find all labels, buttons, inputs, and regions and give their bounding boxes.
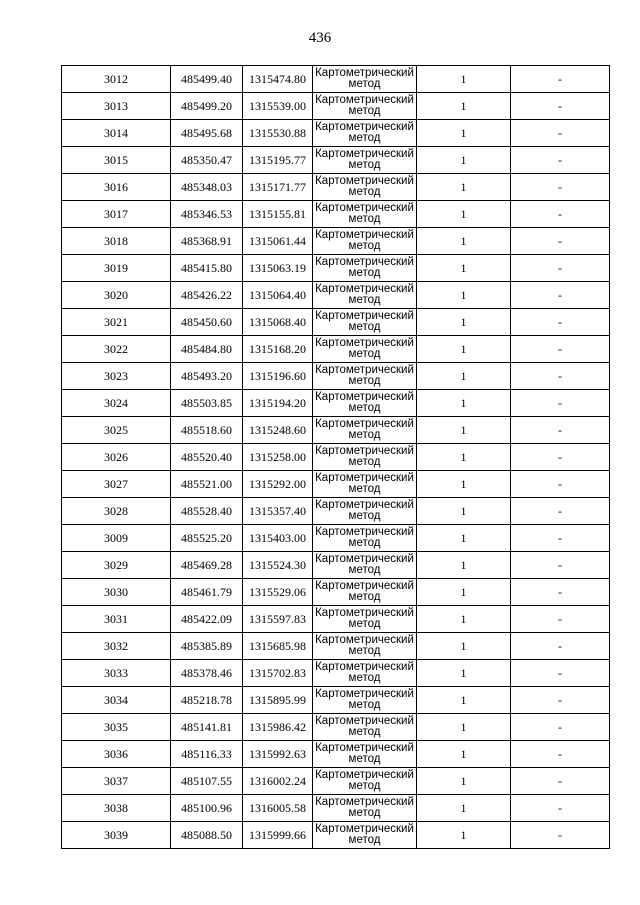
method-cell [313, 687, 417, 714]
method-line2: метод [348, 726, 381, 738]
accuracy-cell: 1 [417, 255, 511, 282]
coordinate-y-cell: 1315357.40 [243, 498, 313, 525]
method-cell [313, 660, 417, 687]
description-cell: - [511, 660, 610, 687]
method-line2: метод [348, 348, 381, 360]
method-line2: метод [348, 780, 381, 792]
method-cell [313, 714, 417, 741]
method-line2: метод [348, 834, 381, 846]
coordinate-x-cell: 485525.20 [171, 525, 243, 552]
accuracy-cell: 1 [417, 444, 511, 471]
accuracy-cell: 1 [417, 66, 511, 93]
coordinate-y-cell: 1315986.42 [243, 714, 313, 741]
coordinate-y-cell: 1315195.77 [243, 147, 313, 174]
table-row [62, 633, 610, 660]
table-row [62, 687, 610, 714]
table-row [62, 309, 610, 336]
coordinate-x-cell: 485385.89 [171, 633, 243, 660]
method-cell [313, 120, 417, 147]
accuracy-cell: 1 [417, 228, 511, 255]
point-number-cell: 3015 [62, 147, 171, 174]
point-number-cell: 3012 [62, 66, 171, 93]
coordinate-y-cell: 1315597.83 [243, 606, 313, 633]
accuracy-cell: 1 [417, 687, 511, 714]
page-number: 436 [308, 30, 332, 46]
description-cell: - [511, 93, 610, 120]
point-number-cell: 3028 [62, 498, 171, 525]
method-line2: метод [348, 564, 381, 576]
method-line1: Картометрический [315, 283, 414, 295]
method-line2: метод [348, 672, 381, 684]
method-line1: Картометрический [315, 364, 414, 376]
accuracy-cell: 1 [417, 714, 511, 741]
accuracy-cell: 1 [417, 309, 511, 336]
method-cell [313, 309, 417, 336]
table-row [62, 255, 610, 282]
method-line1: Картометрический [315, 580, 414, 592]
description-cell: - [511, 444, 610, 471]
method-line2: метод [348, 294, 381, 306]
method-cell [313, 552, 417, 579]
table-row [62, 444, 610, 471]
method-line2: метод [348, 753, 381, 765]
coordinate-y-cell: 1315685.98 [243, 633, 313, 660]
method-cell [313, 174, 417, 201]
point-number-cell: 3020 [62, 282, 171, 309]
method-line2: метод [348, 375, 381, 387]
point-number-cell: 3023 [62, 363, 171, 390]
point-number-cell: 3018 [62, 228, 171, 255]
description-cell: - [511, 552, 610, 579]
description-cell: - [511, 525, 610, 552]
description-cell: - [511, 633, 610, 660]
method-line2: метод [348, 240, 381, 252]
method-line2: метод [348, 807, 381, 819]
description-cell: - [511, 336, 610, 363]
method-line1: Картометрический [315, 526, 414, 538]
point-number-cell: 3009 [62, 525, 171, 552]
accuracy-cell: 1 [417, 390, 511, 417]
method-line1: Картометрический [315, 769, 414, 781]
table-row [62, 336, 610, 363]
method-cell [313, 768, 417, 795]
method-cell [313, 633, 417, 660]
coordinate-x-cell: 485350.47 [171, 147, 243, 174]
point-number-cell: 3021 [62, 309, 171, 336]
method-line1: Картометрический [315, 202, 414, 214]
coordinate-x-cell: 485450.60 [171, 309, 243, 336]
coordinate-y-cell: 1315529.06 [243, 579, 313, 606]
method-cell [313, 795, 417, 822]
method-cell [313, 444, 417, 471]
coordinate-y-cell: 1315474.80 [243, 66, 313, 93]
accuracy-cell: 1 [417, 768, 511, 795]
table-row [62, 795, 610, 822]
accuracy-cell: 1 [417, 336, 511, 363]
method-line2: метод [348, 699, 381, 711]
method-line1: Картометрический [315, 391, 414, 403]
coordinate-y-cell: 1315702.83 [243, 660, 313, 687]
method-line2: метод [348, 483, 381, 495]
point-number-cell: 3025 [62, 417, 171, 444]
method-cell [313, 282, 417, 309]
table-row [62, 93, 610, 120]
method-cell [313, 525, 417, 552]
method-cell [313, 66, 417, 93]
coordinate-x-cell: 485461.79 [171, 579, 243, 606]
accuracy-cell: 1 [417, 633, 511, 660]
accuracy-cell: 1 [417, 579, 511, 606]
coordinate-y-cell: 1315292.00 [243, 471, 313, 498]
table-row [62, 579, 610, 606]
coordinate-x-cell: 485518.60 [171, 417, 243, 444]
table-row [62, 768, 610, 795]
method-line2: метод [348, 213, 381, 225]
accuracy-cell: 1 [417, 525, 511, 552]
table-row [62, 552, 610, 579]
description-cell: - [511, 363, 610, 390]
point-number-cell: 3013 [62, 93, 171, 120]
accuracy-cell: 1 [417, 147, 511, 174]
accuracy-cell: 1 [417, 660, 511, 687]
coordinate-x-cell: 485484.80 [171, 336, 243, 363]
coordinate-y-cell: 1315196.60 [243, 363, 313, 390]
method-cell [313, 228, 417, 255]
accuracy-cell: 1 [417, 201, 511, 228]
method-cell [313, 471, 417, 498]
coordinate-x-cell: 485528.40 [171, 498, 243, 525]
coordinate-x-cell: 485218.78 [171, 687, 243, 714]
coordinate-y-cell: 1315061.44 [243, 228, 313, 255]
point-number-cell: 3031 [62, 606, 171, 633]
method-line1: Картометрический [315, 310, 414, 322]
coordinate-y-cell: 1315194.20 [243, 390, 313, 417]
description-cell: - [511, 147, 610, 174]
description-cell: - [511, 606, 610, 633]
method-line2: метод [348, 618, 381, 630]
method-line2: метод [348, 645, 381, 657]
table-row [62, 417, 610, 444]
coordinate-y-cell: 1315539.00 [243, 93, 313, 120]
method-line1: Картометрический [315, 553, 414, 565]
description-cell: - [511, 741, 610, 768]
method-line1: Картометрический [315, 121, 414, 133]
accuracy-cell: 1 [417, 93, 511, 120]
point-number-cell: 3024 [62, 390, 171, 417]
coordinate-x-cell: 485107.55 [171, 768, 243, 795]
method-cell [313, 255, 417, 282]
accuracy-cell: 1 [417, 606, 511, 633]
method-cell [313, 336, 417, 363]
coordinate-y-cell: 1315168.20 [243, 336, 313, 363]
coordinate-x-cell: 485368.91 [171, 228, 243, 255]
table-row [62, 66, 610, 93]
accuracy-cell: 1 [417, 795, 511, 822]
description-cell: - [511, 417, 610, 444]
point-number-cell: 3022 [62, 336, 171, 363]
method-line1: Картометрический [315, 715, 414, 727]
table-row [62, 714, 610, 741]
point-number-cell: 3017 [62, 201, 171, 228]
method-line1: Картометрический [315, 634, 414, 646]
description-cell: - [511, 822, 610, 849]
method-line1: Картометрический [315, 796, 414, 808]
method-line1: Картометрический [315, 499, 414, 511]
coordinate-y-cell: 1315064.40 [243, 282, 313, 309]
coordinate-x-cell: 485348.03 [171, 174, 243, 201]
coordinate-x-cell: 485520.40 [171, 444, 243, 471]
coordinate-x-cell: 485521.00 [171, 471, 243, 498]
description-cell: - [511, 687, 610, 714]
method-line1: Картометрический [315, 688, 414, 700]
description-cell: - [511, 66, 610, 93]
point-number-cell: 3030 [62, 579, 171, 606]
coordinate-y-cell: 1315258.00 [243, 444, 313, 471]
description-cell: - [511, 174, 610, 201]
coordinate-x-cell: 485116.33 [171, 741, 243, 768]
coordinate-x-cell: 485426.22 [171, 282, 243, 309]
coordinate-x-cell: 485100.96 [171, 795, 243, 822]
coordinate-x-cell: 485141.81 [171, 714, 243, 741]
method-line1: Картометрический [315, 472, 414, 484]
coordinate-y-cell: 1315403.00 [243, 525, 313, 552]
method-line1: Картометрический [315, 67, 414, 79]
coordinate-y-cell: 1316005.58 [243, 795, 313, 822]
coordinate-y-cell: 1315524.30 [243, 552, 313, 579]
coordinate-x-cell: 485088.50 [171, 822, 243, 849]
description-cell: - [511, 228, 610, 255]
point-number-cell: 3014 [62, 120, 171, 147]
method-line2: метод [348, 267, 381, 279]
coordinate-x-cell: 485415.80 [171, 255, 243, 282]
method-line2: метод [348, 429, 381, 441]
description-cell: - [511, 390, 610, 417]
table-row [62, 174, 610, 201]
table-row [62, 660, 610, 687]
table-row [62, 201, 610, 228]
coordinate-x-cell: 485495.68 [171, 120, 243, 147]
method-line1: Картометрический [315, 229, 414, 241]
coordinate-y-cell: 1315171.77 [243, 174, 313, 201]
coordinate-x-cell: 485493.20 [171, 363, 243, 390]
coordinates-table-body [62, 66, 610, 849]
accuracy-cell: 1 [417, 471, 511, 498]
point-number-cell: 3039 [62, 822, 171, 849]
coordinate-y-cell: 1315068.40 [243, 309, 313, 336]
coordinate-y-cell: 1316002.24 [243, 768, 313, 795]
accuracy-cell: 1 [417, 417, 511, 444]
method-cell [313, 147, 417, 174]
method-cell [313, 741, 417, 768]
point-number-cell: 3036 [62, 741, 171, 768]
method-line1: Картометрический [315, 94, 414, 106]
method-cell [313, 93, 417, 120]
point-number-cell: 3033 [62, 660, 171, 687]
method-cell [313, 606, 417, 633]
description-cell: - [511, 255, 610, 282]
table-row [62, 282, 610, 309]
point-number-cell: 3038 [62, 795, 171, 822]
table-row [62, 228, 610, 255]
method-line2: метод [348, 591, 381, 603]
method-line2: метод [348, 321, 381, 333]
coordinate-y-cell: 1315063.19 [243, 255, 313, 282]
point-number-cell: 3027 [62, 471, 171, 498]
accuracy-cell: 1 [417, 498, 511, 525]
method-cell [313, 201, 417, 228]
method-cell [313, 822, 417, 849]
method-cell [313, 363, 417, 390]
method-line1: Картометрический [315, 823, 414, 835]
description-cell: - [511, 795, 610, 822]
method-line1: Картометрический [315, 148, 414, 160]
coordinate-x-cell: 485499.40 [171, 66, 243, 93]
method-cell [313, 390, 417, 417]
point-number-cell: 3016 [62, 174, 171, 201]
table-row [62, 525, 610, 552]
table-row [62, 498, 610, 525]
point-number-cell: 3032 [62, 633, 171, 660]
coordinates-table [61, 65, 610, 849]
method-line2: метод [348, 537, 381, 549]
method-line2: метод [348, 510, 381, 522]
description-cell: - [511, 120, 610, 147]
coordinate-y-cell: 1315155.81 [243, 201, 313, 228]
accuracy-cell: 1 [417, 822, 511, 849]
coordinate-x-cell: 485378.46 [171, 660, 243, 687]
table-row [62, 471, 610, 498]
coordinate-x-cell: 485469.28 [171, 552, 243, 579]
table-row [62, 390, 610, 417]
method-line1: Картометрический [315, 175, 414, 187]
coordinate-y-cell: 1315992.63 [243, 741, 313, 768]
accuracy-cell: 1 [417, 120, 511, 147]
method-line2: метод [348, 186, 381, 198]
table-row [62, 363, 610, 390]
table-row [62, 147, 610, 174]
accuracy-cell: 1 [417, 741, 511, 768]
coordinate-x-cell: 485499.20 [171, 93, 243, 120]
table-row [62, 606, 610, 633]
coordinate-y-cell: 1315895.99 [243, 687, 313, 714]
method-line1: Картометрический [315, 337, 414, 349]
accuracy-cell: 1 [417, 174, 511, 201]
method-line1: Картометрический [315, 742, 414, 754]
accuracy-cell: 1 [417, 363, 511, 390]
coordinate-x-cell: 485346.53 [171, 201, 243, 228]
accuracy-cell: 1 [417, 282, 511, 309]
description-cell: - [511, 498, 610, 525]
method-line2: метод [348, 456, 381, 468]
table-row [62, 120, 610, 147]
point-number-cell: 3029 [62, 552, 171, 579]
method-line1: Картометрический [315, 661, 414, 673]
method-line1: Картометрический [315, 445, 414, 457]
point-number-cell: 3019 [62, 255, 171, 282]
point-number-cell: 3026 [62, 444, 171, 471]
coordinate-x-cell: 485422.09 [171, 606, 243, 633]
description-cell: - [511, 471, 610, 498]
description-cell: - [511, 309, 610, 336]
coordinate-y-cell: 1315999.66 [243, 822, 313, 849]
method-cell [313, 498, 417, 525]
point-number-cell: 3034 [62, 687, 171, 714]
coordinate-y-cell: 1315248.60 [243, 417, 313, 444]
accuracy-cell: 1 [417, 552, 511, 579]
method-line2: метод [348, 159, 381, 171]
point-number-cell: 3035 [62, 714, 171, 741]
table-row [62, 741, 610, 768]
method-line1: Картометрический [315, 607, 414, 619]
coordinate-y-cell: 1315530.88 [243, 120, 313, 147]
method-line2: метод [348, 78, 381, 90]
method-cell [313, 417, 417, 444]
method-cell [313, 579, 417, 606]
method-line2: метод [348, 402, 381, 414]
description-cell: - [511, 768, 610, 795]
method-line1: Картометрический [315, 256, 414, 268]
description-cell: - [511, 714, 610, 741]
description-cell: - [511, 282, 610, 309]
method-line1: Картометрический [315, 418, 414, 430]
point-number-cell: 3037 [62, 768, 171, 795]
description-cell: - [511, 201, 610, 228]
description-cell: - [511, 579, 610, 606]
table-row [62, 822, 610, 849]
method-line2: метод [348, 105, 381, 117]
method-line2: метод [348, 132, 381, 144]
coordinate-x-cell: 485503.85 [171, 390, 243, 417]
